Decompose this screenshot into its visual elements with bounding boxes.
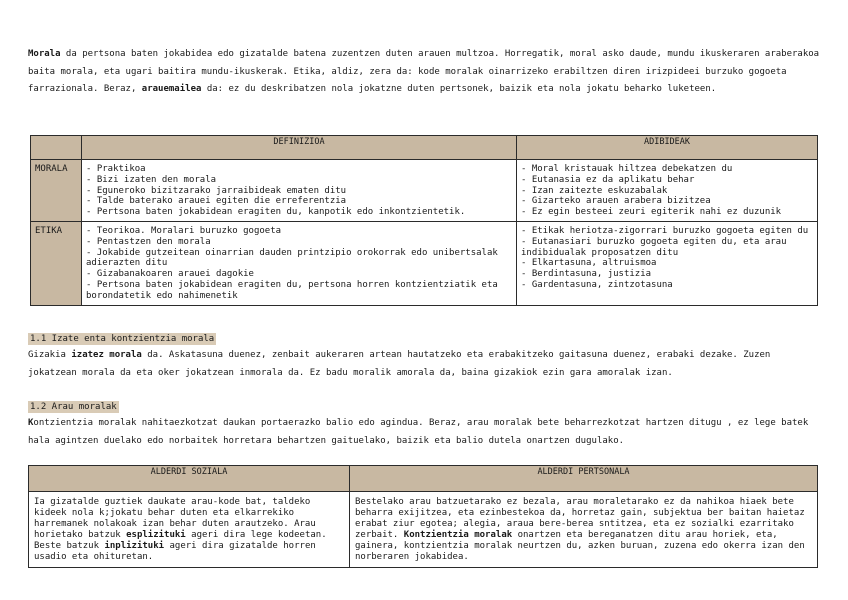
list-item: - Bizi izaten den morala — [86, 174, 217, 185]
list-item: - Eutanasiari buruzko gogoeta egiten du, eta arau indibidualak proposatzen ditu — [521, 236, 792, 258]
soziala-text-3: ageri dira gizatalde horren usadio eta ohituretan. — [34, 541, 316, 562]
list-item: - Izan zaitezte eskuzabalak — [521, 185, 668, 196]
alderdi-table — [28, 465, 818, 568]
soziala-bold-inplizituki: inplizituki — [104, 541, 165, 551]
list-item: - Gardentasuna, zintzotasuna — [521, 279, 673, 290]
alderdi-pertsonala-cell — [350, 492, 818, 568]
list-item: - Praktikoa — [86, 164, 146, 174]
section-heading-text: 1.2 Arau moralak — [30, 402, 117, 412]
header-alderdi-pertsonala: ALDERDI PERTSONALA — [350, 466, 818, 492]
header-definizioa: DEFINIZIOA — [82, 136, 517, 160]
section-1-1-paragraph — [28, 347, 823, 382]
etika-definition-cell — [82, 221, 517, 305]
list-item: - Elkartasuna, altruismoa — [521, 258, 657, 269]
soziala-text-1: Ia gizatalde guztiek daukate arau-kode bat, taldeko kideek nola k;jokatu behar duten eta elkarrekiko harremanek nolakoak izan behar duten arautzeko. Arau horietako batzuk — [34, 497, 316, 540]
morala-definition-cell — [82, 160, 517, 222]
list-item: - Pertsona baten jokabidean eragiten du, kanpotik edo inkontzientetik. — [86, 207, 466, 218]
list-item: - Eguneroko bizitzarako jarraibideak ematen ditu — [86, 185, 347, 196]
list-item: - Ez egin besteei zeuri egiterik nahi ez duzunik — [521, 207, 782, 218]
morala-etika-table — [30, 135, 818, 306]
section-heading-1-1 — [28, 333, 216, 345]
table-row — [29, 492, 818, 568]
header-alderdi-soziala: ALDERDI SOZIALA — [29, 466, 350, 492]
row-label-morala: MORALA — [31, 160, 82, 222]
section-1-bold: izatez morala — [71, 350, 142, 360]
section-1-2-paragraph — [28, 415, 823, 450]
intro-text-2: da: ez du deskribatzen nola jokatzne duten pertsonek, baizik eta nola jokatu beharko luketeen. — [201, 84, 717, 94]
section-1-text-2: da. Askatasuna duenez, zenbait aukeraren artean hautatzeko eta erabakitzeko gaitasuna duenez, erabaki dezake. Zuzen jokatzean morala da eta oker jokatzean inmorala da. Ez badu moralik amorala da, baina gizakiok ezin gara amoralak izan. — [28, 350, 771, 378]
table-row — [31, 160, 818, 222]
etika-examples-cell — [517, 221, 818, 305]
intro-bold-morala: Morala — [28, 49, 61, 59]
table-corner-cell — [31, 136, 82, 160]
intro-bold-arauemailea: arauemailea — [141, 84, 202, 94]
intro-text-1: da pertsona baten jokabidea edo gizatalde batena zuzentzen duten arauen multzoa. Horregatik, moral asko daude, mundu ikuskeraren araberakoa baita morala, eta ugari baitira mundu-ikuskerak. Etika, aldiz, zera da: kode moralak oinarrizeko erabiltzen diren irizpideei burzuko gogoeta farrazionala. Beraz, — [28, 49, 820, 94]
list-item: - Eutanasia ez da aplikatu behar — [521, 174, 695, 185]
list-item: - Jokabide gutzeitean oinarrian dauden printzipio orokorrak edo unibertsalak adierazten ditu — [86, 247, 504, 269]
table-header-row — [29, 466, 818, 492]
header-adibideak: ADIBIDEAK — [517, 136, 818, 160]
table-row — [31, 221, 818, 305]
list-item: - Talde baterako arauei egiten die erreferentzia — [86, 196, 347, 207]
section-2-bold-initial: K — [28, 418, 34, 428]
table-header-row — [31, 136, 818, 160]
intro-paragraph — [28, 46, 820, 99]
section-1-text-1: Gizakia — [28, 350, 72, 360]
pertsonala-bold: Kontzientzia moralak — [403, 530, 513, 540]
list-item: - Pertsona baten jokabidean eragiten du, pertsona horren kontzientziatik eta borondatetik edo nahimenetik — [86, 279, 504, 301]
list-item: - Etikak heriotza-zigorrari buruzko gogoeta egiten du — [521, 225, 809, 236]
section-2-text: ontzientzia moralak nahitaezkotzat daukan portaerazko balio edo agindua. Beraz, arau moralak bete beharrezkotzat hartzen ditugu , ez lege batek hala agintzen duelako edo norbaitek horretara behartzen gaituelako, baizik eta balio dutela onartzen dugulako. — [28, 418, 809, 446]
list-item: - Teorikoa. Moralari buruzko gogoeta — [86, 225, 282, 236]
list-item: - Berdintasuna, justizia — [521, 269, 652, 280]
section-heading-text: 1.1 Izate enta kontzientzia morala — [30, 334, 215, 344]
alderdi-soziala-cell — [29, 492, 350, 568]
list-item: - Moral kristauak hiltzea debekatzen du — [521, 164, 733, 174]
soziala-text-2: ageri dira lege kodeetan. Beste batzuk — [34, 530, 327, 551]
section-heading-1-2 — [28, 401, 119, 413]
list-item: - Gizarteko arauen arabera bizitzea — [521, 196, 711, 207]
pertsonala-text-2: onartzen eta bereganatzen ditu arau horiek, eta, gainera, kontzientzia moralak neurtzen du, azken buruan, zuzena edo okerra izan den norberaren jokabidea. — [355, 530, 805, 562]
morala-examples-cell — [517, 160, 818, 222]
list-item: - Pentastzen den morala — [86, 236, 211, 247]
soziala-bold-esplizituki: esplizituki — [126, 530, 186, 540]
list-item: - Gizabanakoaren arauei dagokie — [86, 269, 254, 280]
row-label-etika: ETIKA — [31, 221, 82, 305]
pertsonala-text-1: Bestelako arau batzuetarako ez bezala, arau moraletarako ez da nahikoa hiaek bete beharra exijitzea, eta ezinbestekoa da, horretaz gain, subjektua ber baitan haietaz erabat ziur egotea; alegia, araua bere-berea sntitzea, eta ez sozialki ezarritako zerbait. — [355, 497, 805, 540]
